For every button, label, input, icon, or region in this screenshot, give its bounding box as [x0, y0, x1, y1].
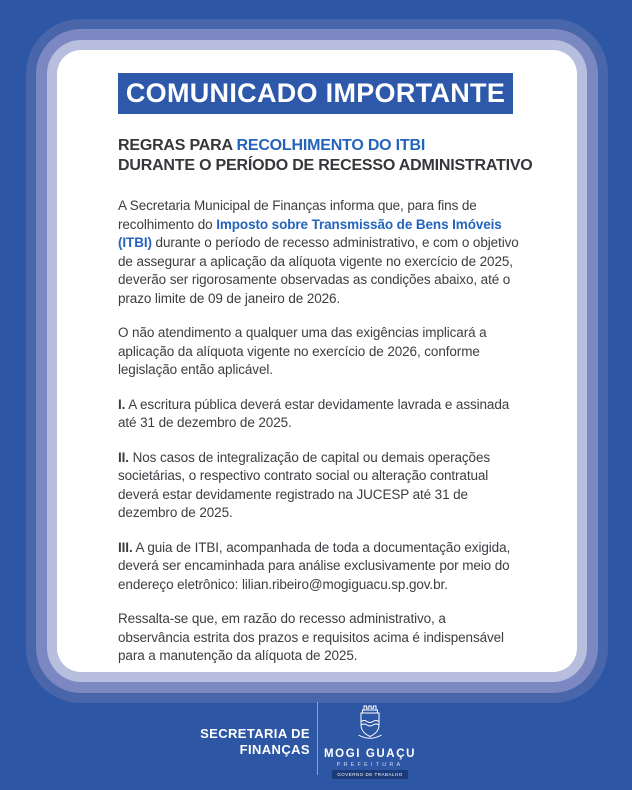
- item-1-numeral: I.: [118, 396, 126, 412]
- announcement-body: [118, 197, 521, 666]
- department-label: [200, 726, 310, 757]
- intro-text-before: A Secretaria Municipal de Finanças informa que, para fins de recolhimento do: [118, 198, 477, 232]
- item-2-text: Nos casos de integralização de capital ou demais operações societárias, o respectivo contrato social ou alteração contratual deverá estar devidamente registrado na JUCESP até 31 de dezembro de 2025.: [118, 449, 491, 520]
- banner-title: COMUNICADO IMPORTANTE: [125, 78, 506, 108]
- intro-paragraph: [118, 197, 521, 308]
- city-logo: [323, 704, 417, 779]
- item-1-text: A escritura pública deverá estar devidamente lavrada e assinada até 31 de dezembro de 2025.: [118, 396, 510, 430]
- requirement-item-1: [118, 396, 521, 433]
- city-tagline-badge: GOVERNO DE TRABALHO: [332, 770, 407, 779]
- coat-of-arms-icon: [355, 704, 385, 745]
- announcement-card: [57, 50, 577, 672]
- footer-divider: [317, 702, 318, 775]
- intro-text-after: durante o período de recesso administrativo, e com o objetivo de assegurar a aplicação da alíquota vigente no exercício de 2025, deverão ser rigorosamente observadas as condições abaixo, até o prazo limite de 09 de janeiro de 2026.: [118, 235, 519, 306]
- item-2-numeral: II.: [118, 449, 129, 465]
- banner: [118, 73, 513, 114]
- requirement-item-2: [118, 449, 521, 523]
- requirement-item-3: [118, 539, 521, 595]
- warning-paragraph: O não atendimento a qualquer uma das exigências implicará a aplicação da alíquota vigente no exercício de 2026, conforme legislação então aplicável.: [118, 325, 487, 377]
- city-org-label: PREFEITURA: [336, 762, 404, 768]
- department-line1: SECRETARIA DE: [200, 726, 310, 741]
- heading-line1-prefix: REGRAS PARA: [118, 137, 237, 154]
- city-name: MOGI GUAÇU: [323, 748, 417, 760]
- page-title: [118, 136, 533, 176]
- item-3-numeral: III.: [118, 539, 133, 555]
- heading-line1-highlight: RECOLHIMENTO DO ITBI: [236, 137, 426, 154]
- item-3-text: A guia de ITBI, acompanhada de toda a documentação exigida, deverá ser encaminhada para análise exclusivamente por meio do endereço eletrônico: lilian.ribeiro@mogiguacu.sp.gov.br.: [118, 539, 511, 592]
- closing-paragraph: Ressalta-se que, em razão do recesso administrativo, a observância estrita dos prazos e requisitos acima é indispensável para a manutenção da alíquota de 2025.: [118, 611, 504, 663]
- itbi-highlight: Imposto sobre Transmissão de Bens Imóveis (ITBI): [118, 216, 502, 250]
- footer: [0, 672, 632, 790]
- heading-line2: DURANTE O PERÍODO DE RECESSO ADMINISTRATIVO: [118, 157, 533, 174]
- department-line2: FINANÇAS: [239, 741, 310, 757]
